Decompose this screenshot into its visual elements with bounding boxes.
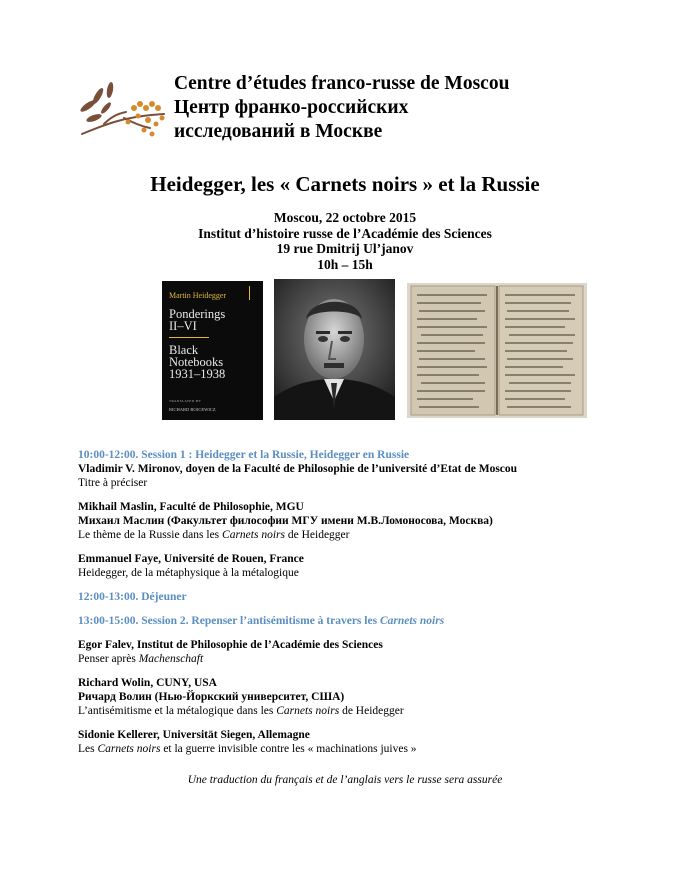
- session1-heading: 10:00-12:00. Session 1 : Heidegger et la Russie, Heidegger en Russie: [78, 449, 410, 461]
- book-title-top: Ponderings II–VI: [169, 307, 226, 333]
- book-mark-icon: [249, 286, 255, 300]
- book-translated-by: TRANSLATED BY: [169, 399, 202, 403]
- event-info: [0, 210, 690, 272]
- book-title-bottom: Black Notebooks 1931–1938: [169, 343, 226, 381]
- speaker-falev: Egor Falev, Institut de Philosophie de l’Académie des Sciences: [78, 639, 383, 651]
- event-title: Heidegger, les « Carnets noirs » et la Russie: [150, 172, 540, 196]
- event-date: Moscou, 22 octobre 2015: [273, 210, 417, 225]
- lunch-heading: 12:00-13:00. Déjeuner: [78, 591, 187, 603]
- portrait-photo: [274, 279, 395, 420]
- event-time: 10h – 15h: [317, 256, 373, 272]
- organization-name: [174, 72, 509, 144]
- book-cover-image: [162, 281, 263, 420]
- header: [76, 72, 676, 152]
- book-rule: [169, 337, 209, 338]
- talk-maslin: Le thème de la Russie dans les Carnets noirs de Heidegger: [78, 529, 350, 541]
- speaker-maslin: Mikhail Maslin, Faculté de Philosophie, MGU: [78, 501, 304, 513]
- event-address: 19 rue Dmitrij Ul’janov: [276, 241, 414, 256]
- speaker-maslin-ru: Михаил Маслин (Факультет философии МГУ имени М.В.Ломоносова, Москва): [78, 515, 493, 527]
- speaker-kellerer: Sidonie Kellerer, Universität Siegen, Allemagne: [78, 729, 310, 741]
- program: [78, 448, 678, 756]
- talk-wolin: L’antisémitisme et la métalogique dans les Carnets noirs de Heidegger: [78, 705, 404, 717]
- talk-faye: Heidegger, de la métaphysique à la métalogique: [78, 567, 299, 579]
- talk-kellerer: Les Carnets noirs et la guerre invisible contre les « machinations juives »: [78, 743, 417, 755]
- talk-falev: Penser après Machenschaft: [78, 653, 204, 665]
- org-name-fr: Centre d’études franco-russe de Moscou: [174, 73, 510, 94]
- images-row: [0, 279, 690, 421]
- book-translator: RICHARD ROJCEWICZ: [169, 407, 216, 412]
- org-name-ru-line2: исследований в Москве: [174, 121, 383, 142]
- event-venue: Institut d’histoire russe de l’Académie des Sciences: [198, 225, 492, 241]
- book-author: Martin Heidegger: [169, 291, 227, 300]
- speaker-wolin: Richard Wolin, CUNY, USA: [78, 677, 217, 689]
- branch-logo-icon: [76, 78, 168, 142]
- speaker-wolin-ru: Ричард Волин (Нью-Йоркский университет, США): [78, 691, 345, 703]
- translation-note: Une traduction du français et de l’anglais vers le russe sera assurée: [187, 774, 503, 786]
- org-name-ru-line1: Центр франко-российских: [174, 97, 409, 118]
- speaker-faye: Emmanuel Faye, Université de Rouen, France: [78, 553, 304, 565]
- notebook-manuscript-photo: [407, 283, 587, 418]
- talk-mironov: Titre à préciser: [78, 477, 148, 489]
- session2-heading: 13:00-15:00. Session 2. Repenser l’antisémitisme à travers les Carnets noirs: [78, 615, 445, 627]
- speaker-mironov: Vladimir V. Mironov, doyen de la Faculté de Philosophie de l’université d’Etat de Moscou: [78, 463, 518, 475]
